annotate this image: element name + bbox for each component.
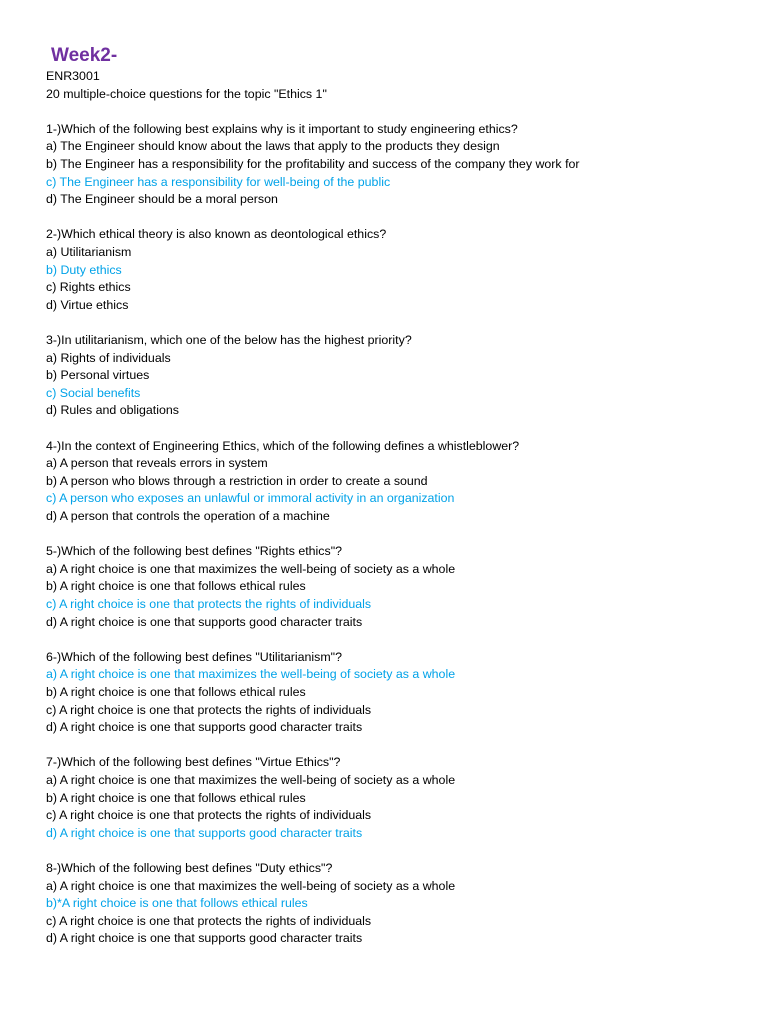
answer-option: d) A right choice is one that supports good character traits — [46, 931, 363, 946]
document-subtitle: 20 multiple-choice questions for the topic "Ethics 1" — [46, 86, 327, 101]
correct-answer-option: a) A right choice is one that maximizes the well-being of society as a whole — [46, 667, 456, 682]
course-code: ENR3001 — [46, 69, 100, 83]
correct-answer-option: c) A person who exposes an unlawful or immoral activity in an organization — [46, 491, 455, 506]
question-block — [46, 226, 746, 332]
question-text: 4-)In the context of Engineering Ethics, which of the following defines a whistleblower? — [46, 438, 520, 453]
question-list — [46, 121, 746, 966]
question-text: 7-)Which of the following best defines "Virtue Ethics"? — [46, 755, 341, 770]
answer-option: b) The Engineer has a responsibility for the profitability and success of the company they work for — [46, 156, 580, 171]
answer-option: a) Rights of individuals — [46, 350, 171, 365]
answer-option: d) The Engineer should be a moral person — [46, 192, 278, 207]
question-block — [46, 649, 746, 755]
question-text: 8-)Which of the following best defines "Duty ethics"? — [46, 860, 333, 875]
answer-option: c) A right choice is one that protects the rights of individuals — [46, 808, 372, 823]
answer-option: d) Rules and obligations — [46, 403, 179, 418]
correct-answer-option: d) A right choice is one that supports good character traits — [46, 825, 363, 840]
question-block — [46, 438, 746, 544]
question-text: 2-)Which ethical theory is also known as deontological ethics? — [46, 227, 387, 242]
correct-answer-option: b) Duty ethics — [46, 262, 122, 277]
question-block — [46, 860, 746, 966]
answer-option: c) A right choice is one that protects the rights of individuals — [46, 702, 372, 717]
correct-answer-option: c) The Engineer has a responsibility for well-being of the public — [46, 174, 391, 189]
page-title: Week2- — [51, 45, 118, 66]
answer-option: a) A person that reveals errors in system — [46, 456, 268, 471]
question-text: 5-)Which of the following best defines "Rights ethics"? — [46, 544, 342, 559]
correct-answer-option: b)*A right choice is one that follows ethical rules — [46, 896, 308, 911]
answer-option: b) A right choice is one that follows ethical rules — [46, 790, 306, 805]
answer-option: b) Personal virtues — [46, 368, 150, 383]
question-text: 1-)Which of the following best explains why is it important to study engineering ethics? — [46, 121, 518, 136]
question-block — [46, 121, 746, 227]
answer-option: b) A right choice is one that follows ethical rules — [46, 579, 306, 594]
answer-option: a) A right choice is one that maximizes the well-being of society as a whole — [46, 561, 456, 576]
correct-answer-option: c) A right choice is one that protects the rights of individuals — [46, 596, 372, 611]
answer-option: c) A right choice is one that protects the rights of individuals — [46, 913, 372, 928]
answer-option: a) A right choice is one that maximizes the well-being of society as a whole — [46, 772, 456, 787]
question-block — [46, 332, 746, 438]
answer-option: d) A right choice is one that supports good character traits — [46, 614, 363, 629]
answer-option: b) A person who blows through a restriction in order to create a sound — [46, 473, 428, 488]
answer-option: a) A right choice is one that maximizes the well-being of society as a whole — [46, 878, 456, 893]
question-text: 6-)Which of the following best defines "Utilitarianism"? — [46, 649, 342, 664]
question-block — [46, 754, 746, 860]
correct-answer-option: c) Social benefits — [46, 385, 141, 400]
answer-option: b) A right choice is one that follows ethical rules — [46, 684, 306, 699]
answer-option: a) Utilitarianism — [46, 244, 132, 259]
answer-option: a) The Engineer should know about the laws that apply to the products they design — [46, 139, 500, 154]
answer-option: d) Virtue ethics — [46, 297, 129, 312]
answer-option: d) A right choice is one that supports good character traits — [46, 720, 363, 735]
question-text: 3-)In utilitarianism, which one of the below has the highest priority? — [46, 332, 412, 347]
document-meta — [46, 68, 327, 103]
answer-option: d) A person that controls the operation of a machine — [46, 508, 330, 523]
question-block — [46, 543, 746, 649]
answer-option: c) Rights ethics — [46, 280, 131, 295]
